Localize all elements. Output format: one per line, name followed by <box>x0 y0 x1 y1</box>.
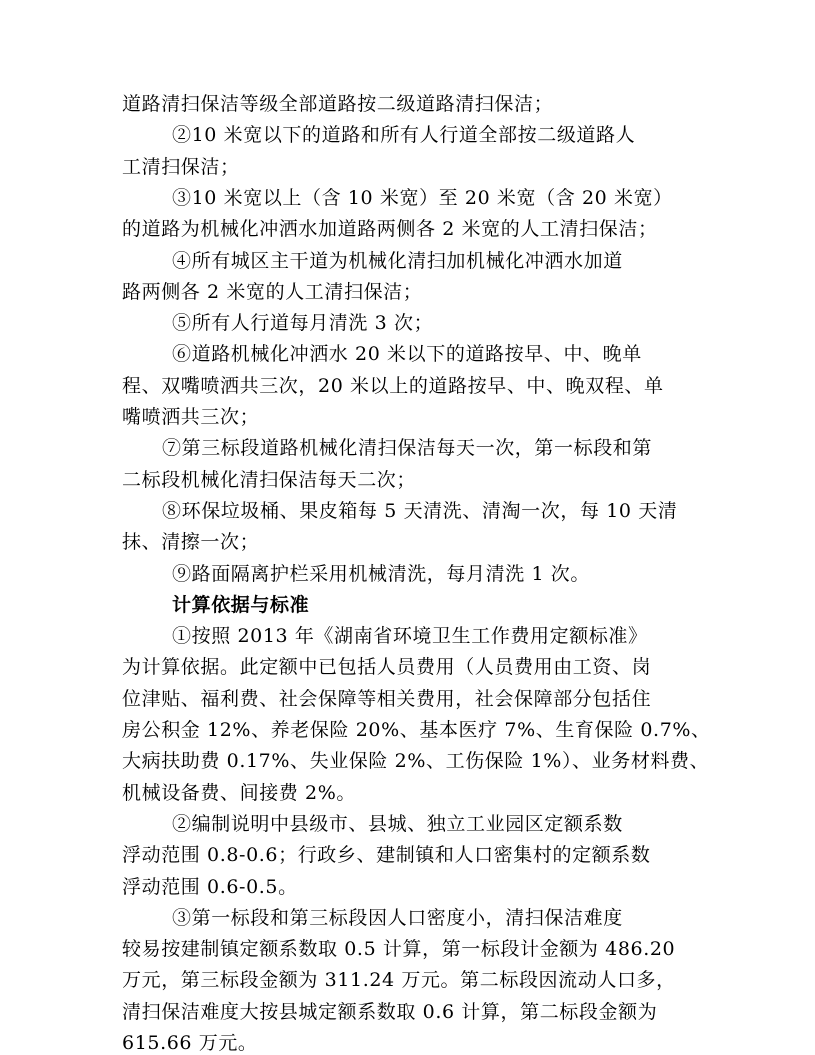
text-line: 位津贴、福利费、社会保障等相关费用，社会保障部分包括住 <box>122 687 652 710</box>
text-line: 房公积金 12%、养老保险 20%、基本医疗 7%、生育保险 0.7%、 <box>122 719 711 741</box>
text-line: 浮动范围 0.8-0.6；行政乡、建制镇和人口密集村的定额系数 <box>122 844 651 867</box>
text-line: ⑥道路机械化冲洒水 20 米以下的道路按早、中、晚单 <box>172 343 642 366</box>
text-line: ③10 米宽以上（含 10 米宽）至 20 米宽（含 20 米宽） <box>172 186 673 209</box>
section-heading: 计算依据与标准 <box>172 593 310 616</box>
text-line: ⑨路面隔离护栏采用机械清洗，每月清洗 1 次。 <box>172 562 590 585</box>
text-line: 二标段机械化清扫保洁每天二次； <box>122 468 417 491</box>
text-line: 抹、清擦一次； <box>122 531 260 554</box>
text-line: 路两侧各 2 米宽的人工清扫保洁； <box>122 280 423 303</box>
text-line: ⑧环保垃圾桶、果皮箱每 5 天清洗、清淘一次，每 10 天清 <box>162 499 678 522</box>
text-line: ⑦第三标段道路机械化清扫保洁每天一次，第一标段和第 <box>162 437 653 460</box>
text-line: 机械设备费、间接费 2%。 <box>122 781 356 804</box>
text-line: ①按照 2013 年《湖南省环境卫生工作费用定额标准》 <box>172 625 648 648</box>
text-line: 的道路为机械化冲洒水加道路两侧各 2 米宽的人工清扫保洁； <box>122 218 658 241</box>
text-line: 工清扫保洁； <box>122 155 240 178</box>
text-line: 大病扶助费 0.17%、失业保险 2%、工伤保险 1%）、业务材料费、 <box>122 750 710 773</box>
text-line: ④所有城区主干道为机械化清扫加机械化冲洒水加道 <box>172 249 623 272</box>
text-line: 万元，第三标段金额为 311.24 万元。第二标段因流动人口多， <box>122 969 676 992</box>
text-line: 道路清扫保洁等级全部道路按二级道路清扫保洁； <box>122 93 554 115</box>
text-line: 为计算依据。此定额中已包括人员费用（人员费用由工资、岗 <box>122 656 652 679</box>
text-line: ②10 米宽以下的道路和所有人行道全部按二级道路人 <box>172 124 636 147</box>
text-line: 程、双嘴喷洒共三次，20 米以上的道路按早、中、晚双程、单 <box>122 374 664 397</box>
text-line: ③第一标段和第三标段因人口密度小，清扫保洁难度 <box>172 906 623 929</box>
text-line: ⑤所有人行道每月清洗 3 次； <box>172 312 434 335</box>
text-line: 嘴喷洒共三次； <box>122 406 260 428</box>
text-line: ②编制说明中县级市、县城、独立工业园区定额系数 <box>172 812 623 835</box>
text-line: 清扫保洁难度大按县城定额系数取 0.6 计算，第二标段金额为 <box>122 1000 658 1023</box>
text-line: 浮动范围 0.6-0.5。 <box>122 875 298 898</box>
text-line: 较易按建制镇定额系数取 0.5 计算，第一标段计金额为 486.20 <box>122 938 676 961</box>
text-line: 615.66 万元。 <box>122 1032 258 1054</box>
